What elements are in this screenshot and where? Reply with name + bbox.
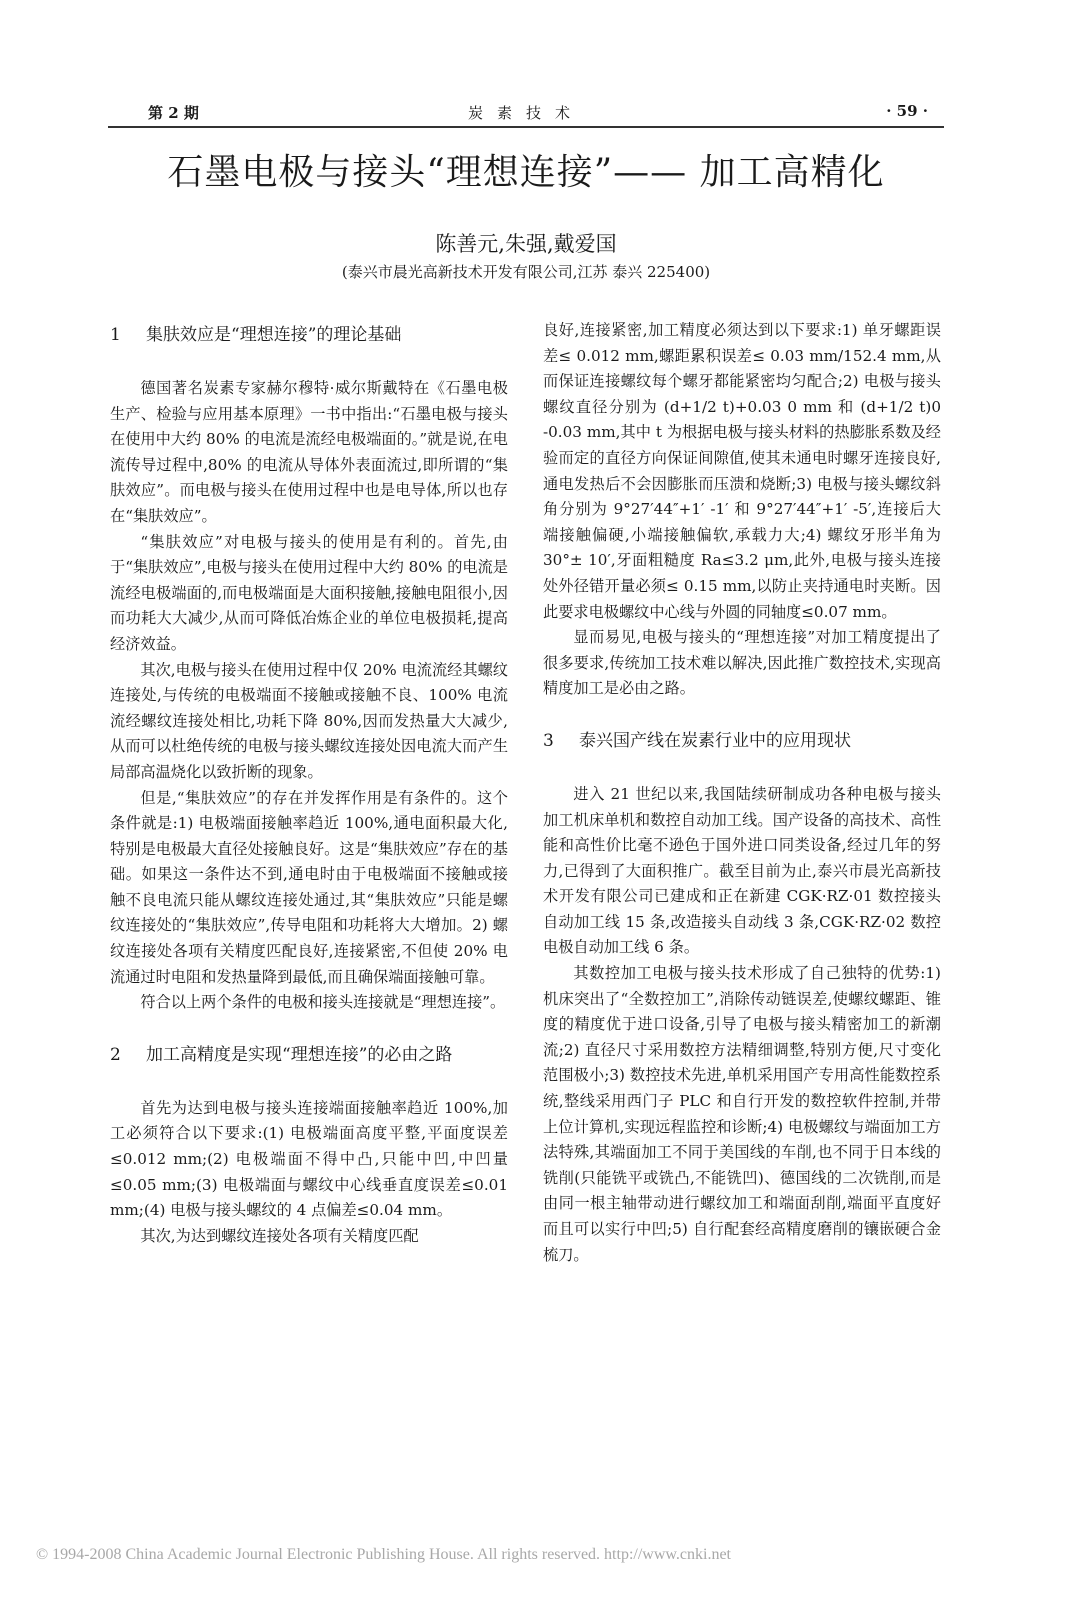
section-heading-3 [543,724,941,758]
section-title: 加工高精度是实现“理想连接”的必由之路 [146,1044,453,1065]
authors: 陈善元,朱强,戴爱国 [435,232,617,256]
paragraph: 首先为达到电极与接头连接端面接触率趋近 100%,加工必须符合以下要求:(1) 电极端面高度平整,平面度误差 ≤0.012 mm;(2) 电极端面不得中凸,只能中凹,中凹量 ≤0.05 mm;(3) 电极端面与螺纹中心线垂直度误差≤0.01 mm;(4) 电极与接头螺纹的 4 点偏差≤0.04 mm。 [110,1098,508,1220]
paragraph: 良好,连接紧密,加工精度必须达到以下要求:1) 单牙螺距误差≤ 0.012 mm,螺距累积误差≤ 0.03 mm/152.4 mm,从而保证连接螺纹每个螺牙都能紧密均匀配合;2) 电极与接头螺纹直径分别为 (d+1/2 t)+0.03 0 mm 和 (d+1/2 t)0 -0.03 mm,其中 t 为根据电极与接头材料的热膨胀系数及经验而定的直径方向保证间隙值,使其未通电时螺牙连接良好,通电发热后不会因膨胀而压溃和烧断;3) 电极与接头螺纹斜角分别为 9°27′44″+1′ -1′ 和 9°27′44″+1′ -5′,连接后大端接触偏硬,小端接触偏软,承载力大;4) 螺纹牙形半角为 30°± 10′,牙面粗糙度 Ra≤3.2 μm,此外,电极与接头连接处外径错开量必须≤ 0.15 mm,以防止夹持通电时夹断。因此要求电极螺纹中心线与外圆的同轴度≤0.07 mm。 [543,321,941,621]
section-heading-1 [110,318,508,352]
right-column [543,318,941,1268]
paragraph: 符合以上两个条件的电极和接头连接就是“理想连接”。 [140,993,506,1012]
affiliation: (泰兴市晨光高新技术开发有限公司,江苏 泰兴 225400) [341,263,711,281]
paragraph: 德国著名炭素专家赫尔穆特·威尔斯戴特在《石墨电极生产、检验与应用基本原理》一书中指出:“石墨电极与接头在使用中大约 80% 的电流是流经电极端面的。”就是说,在电流传导过程中,80% 的电流从导体外表面流过,即所谓的“集肤效应”。而电极与接头在使用过程中也是电导体,所以也存在“集肤效应”。 [110,379,508,525]
left-column [110,318,508,1249]
running-header [108,98,944,128]
paragraph: 显而易见,电极与接头的“理想连接”对加工精度提出了很多要求,传统加工技术难以解决,因此推广数控技术,实现高精度加工是必由之路。 [543,628,941,698]
issue-number: 第 2 期 [148,104,199,122]
paragraph: “集肤效应”对电极与接头的使用是有利的。首先,由于“集肤效应”,电极与接头在使用过程中大约 80% 的电流是流经电极端面的,而电极端面是大面积接触,接触电阻很小,因而功耗大大减少,从而可降低冶炼企业的单位电极损耗,提高经济效益。 [110,532,508,653]
section-number: 2 [110,1044,121,1065]
journal-name: 炭素技术 [467,104,584,122]
section-heading-2 [110,1038,508,1072]
paragraph: 其次,为达到螺纹连接处各项有关精度匹配 [140,1226,419,1245]
paragraph: 其数控加工电极与接头技术形成了自己独特的优势:1) 机床突出了“全数控加工”,消除传动链误差,使螺纹螺距、锥度的精度优于进口设备,引导了电极与接头精密加工的新潮流;2) 直径尺寸采用数控方法精细调整,特别方便,尺寸变化范围极小;3) 数控技术先进,单机采用国产专用高性能数控系统,整线采用西门子 PLC 和自行开发的数控软件控制,并带上位计算机,实现远程监控和诊断;4) 电极螺纹与端面加工方法特殊,其端面加工不同于美国线的车削,也不同于日本线的铣削(只能铣平或铣凸,不能铣凹)、德国线的二次铣削,而是由同一根主轴带动进行螺纹加工和端面刮削,端面平直度好而且可以实行中凹;5) 自行配套经高精度磨削的镶嵌硬合金梳刀。 [543,964,941,1264]
page-number: · 59 · [886,102,928,120]
paragraph: 其次,电极与接头在使用过程中仅 20% 电流流经其螺纹连接处,与传统的电极端面不接触或接触不良、100% 电流流经螺纹连接处相比,功耗下降 80%,因而发热量大大减少,从而可以杜绝传统的电极与接头螺纹连接处因电流大而产生局部高温烧化以致折断的现象。 [110,660,508,781]
section-title: 集肤效应是“理想连接”的理论基础 [146,325,402,345]
section-number: 3 [543,730,554,751]
article-title: 石墨电极与接头“理想连接”—— 加工高精化 [167,152,885,193]
paragraph: 但是,“集肤效应”的存在并发挥作用是有条件的。这个条件就是:1) 电极端面接触率趋近 100%,通电面积最大化,特别是电极最大直径处接触良好。这是“集肤效应”存在的基础。如果这一条件达不到,通电时由于电极端面不接触或接触不良电流只能从螺纹连接处通过,其“集肤效应”只能是螺纹连接处的“集肤效应”,传导电阻和功耗将大大增加。2) 螺纹连接处各项有关精度匹配良好,连接紧密,不但使 20% 电流通过时电阻和发热量降到最低,而且确保端面接触可靠。 [110,788,508,986]
paragraph: 进入 21 世纪以来,我国陆续研制成功各种电极与接头加工机床单机和数控自动加工线。国产设备的高技术、高性能和高性价比毫不逊色于国外进口同类设备,经过几年的努力,已得到了大面积推广。截至目前为止,泰兴市晨光高新技术开发有限公司已建成和正在新建 CGK·RZ·01 数控接头自动加工线 15 条,改造接头自动线 3 条,CGK·RZ·02 数控电极自动加工线 6 条。 [543,784,941,957]
section-number: 1 [110,325,121,345]
section-title: 泰兴国产线在炭素行业中的应用现状 [579,730,851,751]
copyright-footer: © 1994-2008 China Academic Journal Electronic Publishing House. All rights reserved. http://www.cnki.net [36,1546,731,1563]
